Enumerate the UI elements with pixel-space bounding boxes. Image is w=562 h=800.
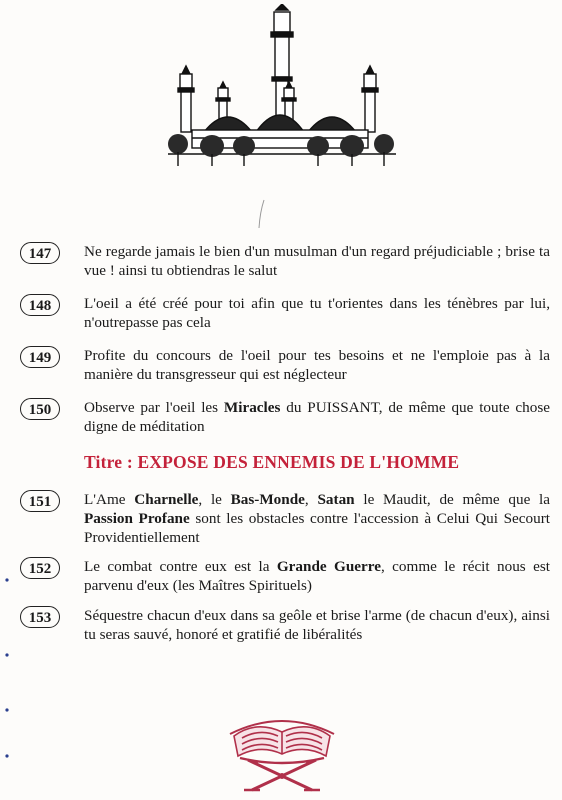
verse-number-badge: 149 — [20, 346, 60, 368]
verse-149 — [20, 346, 550, 384]
edge-dots — [4, 560, 10, 800]
verse-text: Ne regarde jamais le bien d'un musulman d'un regard préjudiciable ; brise ta vue ! ainsi tu obtiendras le salut — [84, 243, 550, 279]
mosque-illustration — [168, 4, 396, 169]
verse-text: Le combat contre eux est la Grande Guerre, comme le récit nous est parvenu d'eux (les Maîtres Spirituels) — [84, 558, 550, 594]
verse-text: Profite du concours de l'oeil pour tes besoins et ne l'emploie pas à la manière du transgresseur qui est néglecteur — [84, 347, 550, 383]
verse-number-badge: 151 — [20, 490, 60, 512]
verse-number-badge: 147 — [20, 242, 60, 264]
verse-number-badge: 153 — [20, 606, 60, 628]
verse-147 — [20, 242, 550, 280]
verse-number-badge: 148 — [20, 294, 60, 316]
verse-text: Observe par l'oeil les Miracles du PUISSANT, de même que toute chose digne de méditation — [84, 399, 550, 435]
verse-text: L'oeil a été créé pour toi afin que tu t'orientes dans les ténèbres par lui, n'outrepasse pas cela — [84, 295, 550, 331]
verse-number-badge: 150 — [20, 398, 60, 420]
verse-152 — [20, 557, 550, 595]
section-title: Titre : EXPOSE DES ENNEMIS DE L'HOMME — [84, 452, 460, 472]
verse-151 — [20, 490, 550, 547]
verse-number-badge: 152 — [20, 557, 60, 579]
verse-text: L'Ame Charnelle, le Bas-Monde, Satan le Maudit, de même que la Passion Profane sont les obstacles contre l'accession à Celui Qui Secourt Providentiellement — [84, 491, 551, 546]
verse-150 — [20, 398, 550, 436]
verse-153 — [20, 606, 550, 644]
verse-text: Séquestre chacun d'eux dans sa geôle et brise l'arme (de chacun d'eux), ainsi tu seras sauvé, honoré et gratifié de libéralités — [84, 607, 550, 643]
verse-148 — [20, 294, 550, 332]
quran-on-stand-icon — [226, 706, 338, 794]
stray-mark — [256, 198, 266, 230]
